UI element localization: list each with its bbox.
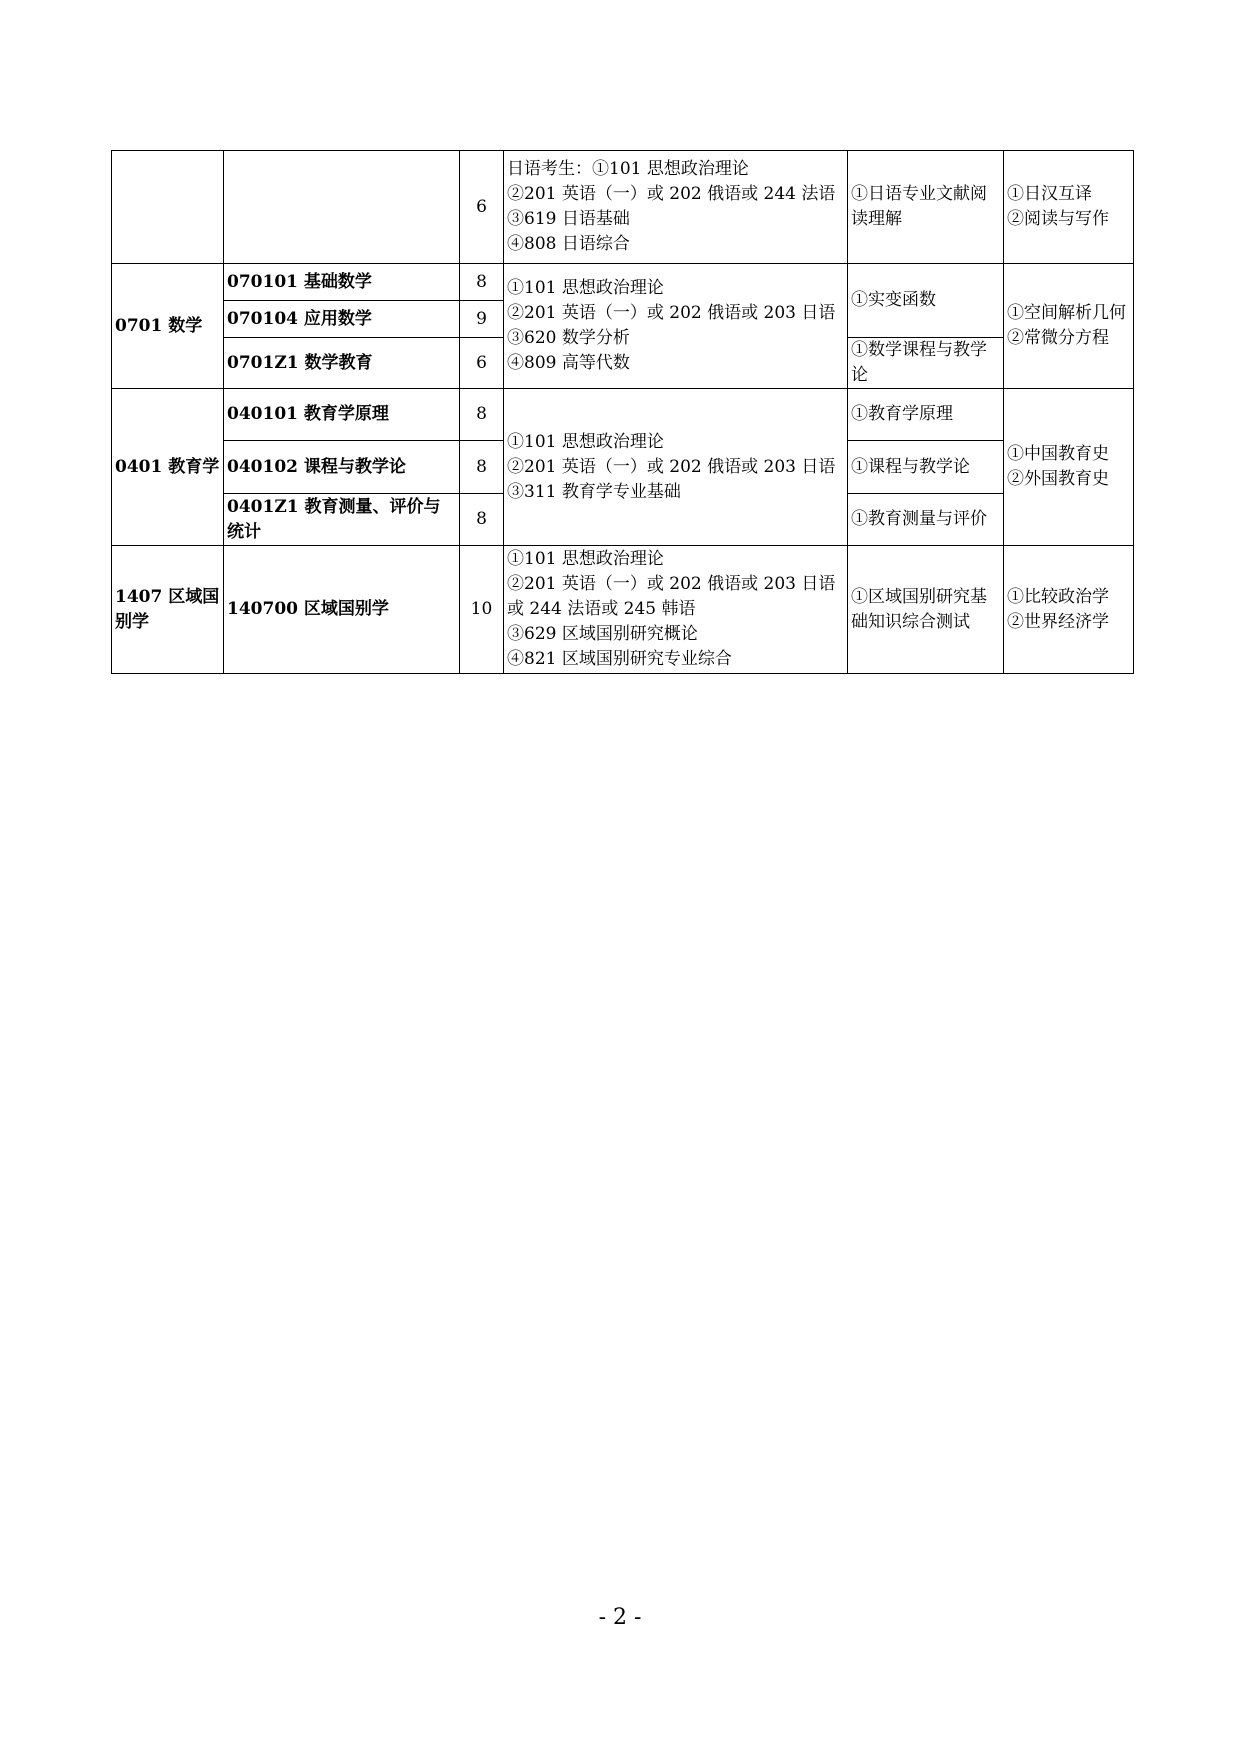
retest-cell: ①日语专业文献阅读理解	[848, 151, 1004, 264]
equivalent-cell	[1004, 264, 1134, 389]
quota-cell: 8	[460, 389, 504, 441]
retest-cell: ①数学课程与教学论	[848, 338, 1004, 389]
page-number: - 2 -	[598, 1605, 642, 1630]
quota-cell: 8	[460, 494, 504, 546]
quota-cell: 6	[460, 338, 504, 389]
admissions-table	[111, 150, 1134, 674]
exam-line: ③619 日语基础	[507, 209, 630, 229]
exam-line: ①101 思想政治理论	[507, 549, 664, 569]
major-cell: 070104 应用数学	[224, 301, 460, 338]
table-row	[112, 389, 1134, 441]
equivalent-cell	[1004, 151, 1134, 264]
retest-cell: ①区域国别研究基础知识综合测试	[848, 546, 1004, 674]
equivalent-line: ①空间解析几何	[1007, 303, 1126, 323]
discipline-cell: 1407 区域国别学	[112, 546, 224, 674]
quota-cell: 8	[460, 264, 504, 301]
quota-cell: 9	[460, 301, 504, 338]
exam-line: ③620 数学分析	[507, 328, 630, 348]
exam-line: ④809 高等代数	[507, 353, 630, 373]
equivalent-line: ②世界经济学	[1007, 611, 1109, 632]
exam-line: ③311 教育学专业基础	[507, 481, 681, 502]
major-cell: 0701Z1 数学教育	[224, 338, 460, 389]
exam-subjects-cell	[504, 389, 848, 546]
discipline-cell	[112, 151, 224, 264]
exam-line: ②201 英语（一）或 202 俄语或 203 日语	[507, 456, 836, 477]
table-row	[112, 151, 1134, 264]
retest-cell: ①教育学原理	[848, 389, 1004, 441]
exam-line: ④808 日语综合	[507, 234, 630, 254]
table-row	[112, 546, 1134, 674]
quota-cell: 8	[460, 441, 504, 494]
exam-line: 或 244 法语或 245 韩语	[507, 599, 696, 619]
equivalent-line: ②阅读与写作	[1007, 209, 1109, 229]
equivalent-line: ①比较政治学	[1007, 586, 1109, 607]
quota-cell: 6	[460, 151, 504, 264]
quota-cell: 10	[460, 546, 504, 674]
equivalent-line: ①日汉互译	[1007, 184, 1092, 204]
equivalent-line: ②外国教育史	[1007, 469, 1109, 489]
exam-line: 日语考生：①101 思想政治理论	[507, 159, 749, 179]
exam-subjects-cell	[504, 546, 848, 674]
exam-line: ①101 思想政治理论	[507, 431, 664, 452]
exam-subjects-cell	[504, 151, 848, 264]
discipline-cell: 0701 数学	[112, 264, 224, 389]
exam-line: ②201 英语（一）或 202 俄语或 203 日语	[507, 574, 836, 594]
major-cell: 070101 基础数学	[224, 264, 460, 301]
major-cell: 040101 教育学原理	[224, 389, 460, 441]
exam-line: ①101 思想政治理论	[507, 278, 664, 298]
major-cell	[224, 151, 460, 264]
exam-line: ④821 区域国别研究专业综合	[507, 649, 732, 669]
major-cell: 040102 课程与教学论	[224, 441, 460, 494]
equivalent-cell	[1004, 546, 1134, 674]
exam-line: ③629 区域国别研究概论	[507, 624, 698, 644]
retest-cell: ①教育测量与评价	[848, 494, 1004, 546]
exam-line: ②201 英语（一）或 202 俄语或 203 日语	[507, 303, 836, 323]
table-row	[112, 264, 1134, 301]
equivalent-line: ②常微分方程	[1007, 328, 1109, 348]
retest-cell: ①课程与教学论	[848, 441, 1004, 494]
equivalent-cell	[1004, 389, 1134, 546]
exam-line: ②201 英语（一）或 202 俄语或 244 法语	[507, 184, 836, 204]
discipline-cell: 0401 教育学	[112, 389, 224, 546]
equivalent-line: ①中国教育史	[1007, 444, 1109, 464]
major-cell: 140700 区域国别学	[224, 546, 460, 674]
exam-subjects-cell	[504, 264, 848, 389]
major-cell: 0401Z1 教育测量、评价与统计	[224, 494, 460, 546]
retest-cell: ①实变函数	[848, 264, 1004, 338]
